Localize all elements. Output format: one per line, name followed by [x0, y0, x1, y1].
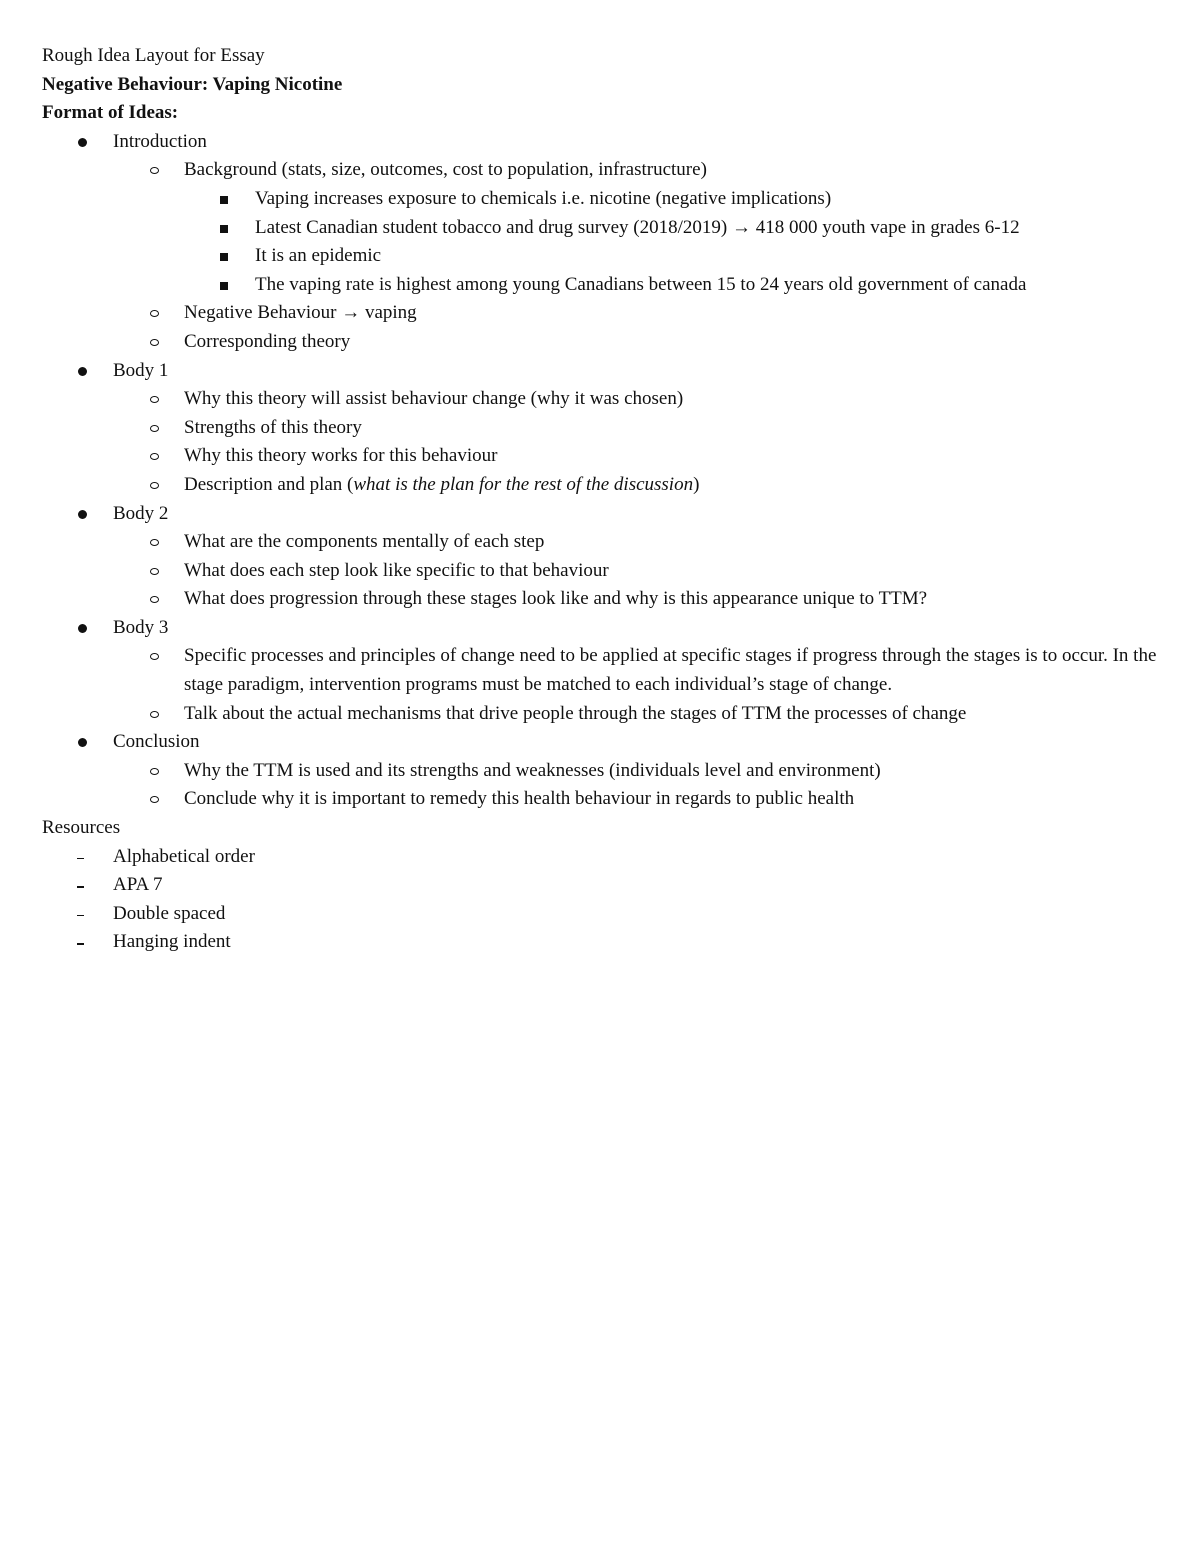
list-item — [113, 528, 1162, 557]
sub-item: Specific processes and principles of change need to be applied at specific stages if progress through the stages is to occur. In the stage paradigm, intervention programs must be matched to each individual’s stage of change. — [184, 645, 1157, 696]
bullet-dash-icon — [77, 858, 84, 860]
resources-heading: Resources — [42, 817, 121, 839]
list-item — [184, 214, 1162, 243]
description-suffix: ) — [693, 473, 700, 495]
sub-item: Background (stats, size, outcomes, cost to population, infrastructure) — [184, 159, 707, 181]
resource-item: Alphabetical order — [113, 845, 255, 867]
bullet-square-icon — [220, 196, 228, 204]
format-heading: Format of Ideas: — [42, 102, 179, 124]
list-item — [42, 614, 1162, 728]
section-label: Body 3 — [113, 616, 169, 638]
resource-item: Hanging indent — [113, 931, 231, 953]
list-item — [113, 757, 1162, 786]
list-item — [184, 185, 1162, 214]
section-label: Body 2 — [113, 502, 169, 524]
list-item — [184, 271, 1162, 300]
bullet-dot-icon — [78, 624, 87, 633]
sub-item: What does progression through these stages look like and why is this appearance unique to TTM? — [184, 588, 928, 610]
bullet-circle-icon — [150, 539, 159, 546]
bullet-square-icon — [220, 253, 228, 261]
sub-sub-item: It is an epidemic — [255, 245, 382, 267]
bullet-circle-icon — [150, 425, 159, 432]
bullet-circle-icon — [150, 339, 159, 346]
list-item — [113, 557, 1162, 586]
sub-item: Corresponding theory — [184, 330, 351, 352]
description-italic: what is the plan for the rest of the discussion — [353, 473, 694, 495]
list-item — [113, 471, 1162, 500]
list-item — [42, 728, 1162, 814]
list-item — [113, 156, 1162, 299]
sub-item: Strengths of this theory — [184, 416, 362, 438]
doc-subtitle: Negative Behaviour: Vaping Nicotine — [42, 73, 343, 95]
document-page — [42, 42, 1162, 957]
bullet-circle-icon — [150, 596, 159, 603]
resource-item: APA 7 — [113, 874, 163, 896]
list-item — [42, 843, 1162, 872]
resources-list — [42, 843, 1162, 957]
bullet-circle-icon — [150, 453, 159, 460]
resource-item: Double spaced — [113, 902, 226, 924]
sub-item: What does each step look like specific to that behaviour — [184, 559, 609, 581]
list-item — [42, 357, 1162, 500]
sub-item: Why the TTM is used and its strengths and weaknesses (individuals level and environment) — [184, 759, 881, 781]
bullet-square-icon — [220, 282, 228, 290]
bullet-dash-icon — [77, 943, 84, 945]
bullet-circle-icon — [150, 482, 159, 489]
bullet-dot-icon — [78, 367, 87, 376]
list-item — [113, 442, 1162, 471]
sub-sub-item: Latest Canadian student tobacco and drug survey (2018/2019) → 418 000 youth vape in grades 6-12 — [255, 216, 1020, 238]
section-label: Conclusion — [113, 731, 200, 753]
bullet-dash-icon — [77, 915, 84, 917]
list-item — [113, 385, 1162, 414]
list-item — [113, 785, 1162, 814]
sub-item-description — [184, 471, 1162, 500]
sub-item: Negative Behaviour → vaping — [184, 302, 417, 324]
sub-item: Why this theory will assist behaviour change (why it was chosen) — [184, 388, 684, 410]
bullet-circle-icon — [150, 653, 159, 660]
list-item — [113, 642, 1162, 699]
list-item — [113, 414, 1162, 443]
bullet-circle-icon — [150, 310, 159, 317]
list-item — [113, 700, 1162, 729]
sub-item: Conclude why it is important to remedy this health behaviour in regards to public health — [184, 788, 855, 810]
sub-item: What are the components mentally of each step — [184, 531, 545, 553]
list-item — [113, 328, 1162, 357]
section-label: Introduction — [113, 130, 207, 152]
bullet-circle-icon — [150, 167, 159, 174]
sub-sub-item: Vaping increases exposure to chemicals i.e. nicotine (negative implications) — [255, 187, 832, 209]
list-item — [113, 299, 1162, 328]
list-item — [42, 900, 1162, 929]
bullet-dot-icon — [78, 738, 87, 747]
sub-sub-item: The vaping rate is highest among young Canadians between 15 to 24 years old government of canada — [255, 273, 1027, 295]
list-item — [42, 871, 1162, 900]
description-prefix: Description and plan ( — [184, 473, 354, 495]
bullet-dash-icon — [77, 886, 84, 888]
list-item — [42, 928, 1162, 957]
list-item — [42, 500, 1162, 614]
list-item — [113, 585, 1162, 614]
bullet-circle-icon — [150, 396, 159, 403]
doc-title: Rough Idea Layout for Essay — [42, 45, 265, 66]
bullet-circle-icon — [150, 711, 159, 718]
bullet-square-icon — [220, 225, 228, 233]
bullet-circle-icon — [150, 768, 159, 775]
bullet-dot-icon — [78, 138, 87, 147]
bullet-circle-icon — [150, 796, 159, 803]
sub-item: Why this theory works for this behaviour — [184, 445, 498, 467]
sub-item: Talk about the actual mechanisms that drive people through the stages of TTM the processes of change — [184, 702, 967, 724]
list-item — [42, 128, 1162, 357]
section-label: Body 1 — [113, 359, 169, 381]
list-item — [184, 242, 1162, 271]
bullet-dot-icon — [78, 510, 87, 519]
outline-list — [42, 128, 1162, 814]
bullet-circle-icon — [150, 568, 159, 575]
